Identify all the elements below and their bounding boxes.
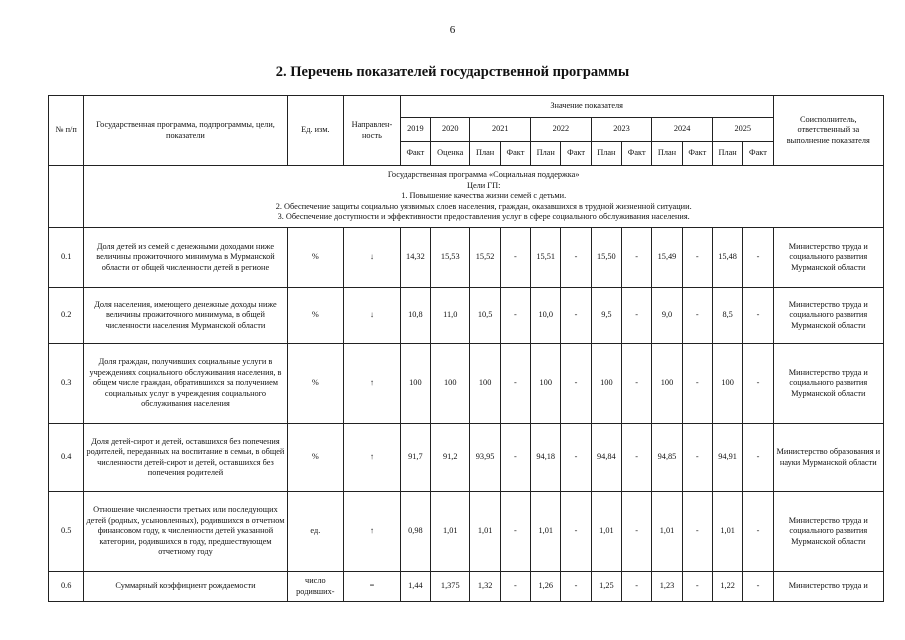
header-year: 2023 bbox=[591, 118, 652, 142]
value-cell: 100 bbox=[400, 344, 430, 424]
header-subcol: Факт bbox=[561, 142, 591, 166]
value-cell: 91,2 bbox=[431, 424, 470, 492]
value-cell: - bbox=[622, 228, 652, 288]
header-subcol: Факт bbox=[400, 142, 430, 166]
value-cell: 15,50 bbox=[591, 228, 621, 288]
value-cell: - bbox=[743, 572, 773, 602]
header-num: № п/п bbox=[49, 96, 84, 166]
value-cell: - bbox=[682, 288, 712, 344]
header-subcol: План bbox=[591, 142, 621, 166]
value-cell: - bbox=[622, 572, 652, 602]
value-cell: 1,01 bbox=[470, 492, 500, 572]
header-program: Государственная программа, подпрограммы, цели, показатели bbox=[84, 96, 287, 166]
value-cell: 9,5 bbox=[591, 288, 621, 344]
direction-arrow: ↓ bbox=[344, 228, 401, 288]
value-cell: - bbox=[561, 572, 591, 602]
header-subcol: Факт bbox=[682, 142, 712, 166]
value-cell: 100 bbox=[591, 344, 621, 424]
value-cell: 1,375 bbox=[431, 572, 470, 602]
header-direction: Направлен-ность bbox=[344, 96, 401, 166]
value-cell: 94,18 bbox=[531, 424, 561, 492]
value-cell: 1,01 bbox=[431, 492, 470, 572]
value-cell: - bbox=[743, 424, 773, 492]
value-cell: - bbox=[622, 424, 652, 492]
value-cell: - bbox=[682, 228, 712, 288]
header-year: 2021 bbox=[470, 118, 531, 142]
value-cell: 0,98 bbox=[400, 492, 430, 572]
header-subcol: Факт bbox=[622, 142, 652, 166]
indicators-table bbox=[48, 95, 884, 602]
indicator-name: Доля граждан, получивших социальные услуги в учреждениях социального обслуживания населения, в общем числе граждан, обратившихся за получением социальных услуг в учреждения социального обслуживания населения bbox=[84, 344, 287, 424]
value-cell: 1,01 bbox=[531, 492, 561, 572]
table-row bbox=[49, 572, 884, 602]
value-cell: 15,51 bbox=[531, 228, 561, 288]
value-cell: - bbox=[500, 424, 530, 492]
value-cell: - bbox=[500, 492, 530, 572]
value-cell: 100 bbox=[431, 344, 470, 424]
direction-arrow: = bbox=[344, 572, 401, 602]
header-subcol: Факт bbox=[743, 142, 773, 166]
value-cell: 15,52 bbox=[470, 228, 500, 288]
section-title: 2. Перечень показателей государственной программы bbox=[275, 64, 630, 80]
header-subcol: Факт bbox=[500, 142, 530, 166]
table-row bbox=[49, 424, 884, 492]
header-responsible: Соисполнитель, ответственный за выполнение показателя bbox=[773, 96, 883, 166]
header-unit: Ед. изм. bbox=[287, 96, 344, 166]
program-name: Государственная программа «Социальная поддержка» bbox=[387, 170, 580, 180]
value-cell: 1,44 bbox=[400, 572, 430, 602]
header-subcol: План bbox=[652, 142, 682, 166]
value-cell: - bbox=[561, 228, 591, 288]
goal-item: 2. Обеспечение защиты социально уязвимых слоев населения, граждан, оказавшихся в трудной жизненной ситуации. bbox=[275, 201, 692, 211]
value-cell: 10,5 bbox=[470, 288, 500, 344]
value-cell: 1,23 bbox=[652, 572, 682, 602]
value-cell: 8,5 bbox=[712, 288, 742, 344]
value-cell: 15,53 bbox=[431, 228, 470, 288]
value-cell: 100 bbox=[652, 344, 682, 424]
row-num: 0.4 bbox=[49, 424, 84, 492]
responsible: Министерство труда и социального развития Мурманской области bbox=[773, 228, 883, 288]
responsible: Министерство труда и bbox=[773, 572, 883, 602]
unit: число родивших- bbox=[287, 572, 344, 602]
value-cell: 94,84 bbox=[591, 424, 621, 492]
value-cell: 93,95 bbox=[470, 424, 500, 492]
responsible: Министерство образования и науки Мурманской области bbox=[773, 424, 883, 492]
header-subcol: План bbox=[531, 142, 561, 166]
value-cell: 100 bbox=[470, 344, 500, 424]
row-num: 0.3 bbox=[49, 344, 84, 424]
header-year: 2025 bbox=[712, 118, 773, 142]
row-num: 0.5 bbox=[49, 492, 84, 572]
value-cell: - bbox=[500, 288, 530, 344]
value-cell: 1,01 bbox=[591, 492, 621, 572]
direction-arrow: ↓ bbox=[344, 288, 401, 344]
value-cell: - bbox=[743, 228, 773, 288]
value-cell: 1,25 bbox=[591, 572, 621, 602]
value-cell: - bbox=[682, 492, 712, 572]
value-cell: 10,8 bbox=[400, 288, 430, 344]
value-cell: - bbox=[500, 344, 530, 424]
row-num: 0.6 bbox=[49, 572, 84, 602]
value-cell: 15,49 bbox=[652, 228, 682, 288]
value-cell: - bbox=[561, 344, 591, 424]
indicator-name: Суммарный коэффициент рождаемости bbox=[84, 572, 287, 602]
value-cell: 10,0 bbox=[531, 288, 561, 344]
empty-cell bbox=[49, 166, 84, 228]
indicator-name: Доля детей из семей с денежными доходами ниже величины прожиточного минимума в Мурманской области от общей численности детей в регионе bbox=[84, 228, 287, 288]
unit: % bbox=[287, 344, 344, 424]
table-row bbox=[49, 492, 884, 572]
value-cell: - bbox=[500, 572, 530, 602]
value-cell: 94,91 bbox=[712, 424, 742, 492]
page-number: 6 bbox=[449, 24, 456, 36]
goal-item: 1. Повышение качества жизни семей с детьми. bbox=[401, 191, 567, 201]
responsible: Министерство труда и социального развития Мурманской области bbox=[773, 288, 883, 344]
header-value-group: Значение показателя bbox=[400, 96, 773, 118]
value-cell: - bbox=[743, 344, 773, 424]
indicator-name: Доля детей-сирот и детей, оставшихся без попечения родителей, переданных на воспитание в семьи, в общей численности детей-сирот и детей, оставшихся без попечения родителей bbox=[84, 424, 287, 492]
value-cell: - bbox=[622, 492, 652, 572]
direction-arrow: ↑ bbox=[344, 424, 401, 492]
value-cell: - bbox=[622, 288, 652, 344]
unit: % bbox=[287, 288, 344, 344]
responsible: Министерство труда и социального развития Мурманской области bbox=[773, 492, 883, 572]
value-cell: 100 bbox=[712, 344, 742, 424]
value-cell: 1,01 bbox=[652, 492, 682, 572]
header-subcol: План bbox=[470, 142, 500, 166]
indicator-name: Отношение численности третьих или последующих детей (родных, усыновленных), родившихся в отчетном финансовом году, к численности детей указанной категории, родившихся в году, предшествующем отчетному году bbox=[84, 492, 287, 572]
indicator-name: Доля населения, имеющего денежные доходы ниже величины прожиточного минимума, в общей численности населения Мурманской области bbox=[84, 288, 287, 344]
program-block bbox=[84, 166, 884, 228]
value-cell: 14,32 bbox=[400, 228, 430, 288]
value-cell: - bbox=[682, 572, 712, 602]
value-cell: - bbox=[743, 492, 773, 572]
value-cell: - bbox=[682, 424, 712, 492]
table-row bbox=[49, 344, 884, 424]
value-cell: 15,48 bbox=[712, 228, 742, 288]
header-subcol: Оценка bbox=[431, 142, 470, 166]
header-year: 2022 bbox=[531, 118, 592, 142]
responsible: Министерство труда и социального развития Мурманской области bbox=[773, 344, 883, 424]
value-cell: 1,22 bbox=[712, 572, 742, 602]
value-cell: - bbox=[622, 344, 652, 424]
value-cell: 9,0 bbox=[652, 288, 682, 344]
table-row bbox=[49, 288, 884, 344]
value-cell: - bbox=[743, 288, 773, 344]
header-year: 2020 bbox=[431, 118, 470, 142]
value-cell: - bbox=[682, 344, 712, 424]
unit: ед. bbox=[287, 492, 344, 572]
unit: % bbox=[287, 424, 344, 492]
goal-item: 3. Обеспечение доступности и эффективности предоставления услуг в сфере социального обслуживания населения. bbox=[277, 212, 690, 222]
value-cell: - bbox=[561, 492, 591, 572]
row-num: 0.1 bbox=[49, 228, 84, 288]
header-year: 2024 bbox=[652, 118, 713, 142]
row-num: 0.2 bbox=[49, 288, 84, 344]
value-cell: 1,26 bbox=[531, 572, 561, 602]
header-subcol: План bbox=[712, 142, 742, 166]
unit: % bbox=[287, 228, 344, 288]
value-cell: 1,01 bbox=[712, 492, 742, 572]
direction-arrow: ↑ bbox=[344, 344, 401, 424]
direction-arrow: ↑ bbox=[344, 492, 401, 572]
value-cell: - bbox=[561, 288, 591, 344]
value-cell: 100 bbox=[531, 344, 561, 424]
value-cell: 91,7 bbox=[400, 424, 430, 492]
header-year: 2019 bbox=[400, 118, 430, 142]
value-cell: 11,0 bbox=[431, 288, 470, 344]
goals-label: Цели ГП: bbox=[466, 180, 501, 190]
value-cell: 1,32 bbox=[470, 572, 500, 602]
value-cell: - bbox=[561, 424, 591, 492]
value-cell: - bbox=[500, 228, 530, 288]
table-row bbox=[49, 228, 884, 288]
value-cell: 94,85 bbox=[652, 424, 682, 492]
